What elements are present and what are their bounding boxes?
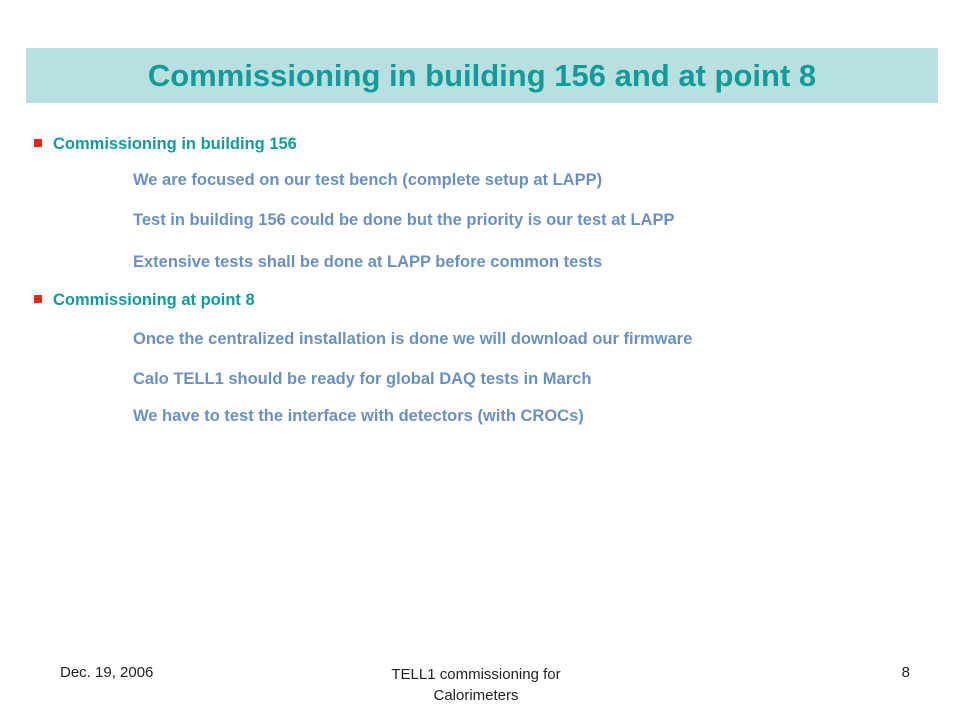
section-line: Once the centralized installation is done we will download our firmware — [133, 330, 693, 348]
section-line: We are focused on our test bench (complete setup at LAPP) — [133, 171, 603, 189]
section-line: Calo TELL1 should be ready for global DAQ tests in March — [133, 370, 592, 388]
footer-date: Dec. 19, 2006 — [60, 664, 154, 681]
footer-title-line: TELL1 commissioning for — [391, 666, 561, 683]
footer-title — [346, 664, 606, 706]
section-heading-point-8 — [34, 289, 255, 311]
page-number: 8 — [901, 664, 910, 681]
section-heading-text: Commissioning in building 156 — [53, 135, 297, 153]
section-heading-building-156 — [34, 133, 297, 155]
section-line: Test in building 156 could be done but the priority is our test at LAPP — [133, 211, 675, 229]
section-line: Extensive tests shall be done at LAPP before common tests — [133, 253, 603, 271]
bullet-square-icon — [34, 295, 42, 303]
slide-title: Commissioning in building 156 and at point 8 — [147, 58, 817, 93]
footer-title-line: Calorimeters — [433, 687, 519, 704]
section-line: We have to test the interface with detectors (with CROCs) — [133, 407, 584, 425]
title-bar — [26, 48, 938, 103]
section-heading-text: Commissioning at point 8 — [53, 291, 255, 309]
bullet-square-icon — [34, 139, 42, 147]
